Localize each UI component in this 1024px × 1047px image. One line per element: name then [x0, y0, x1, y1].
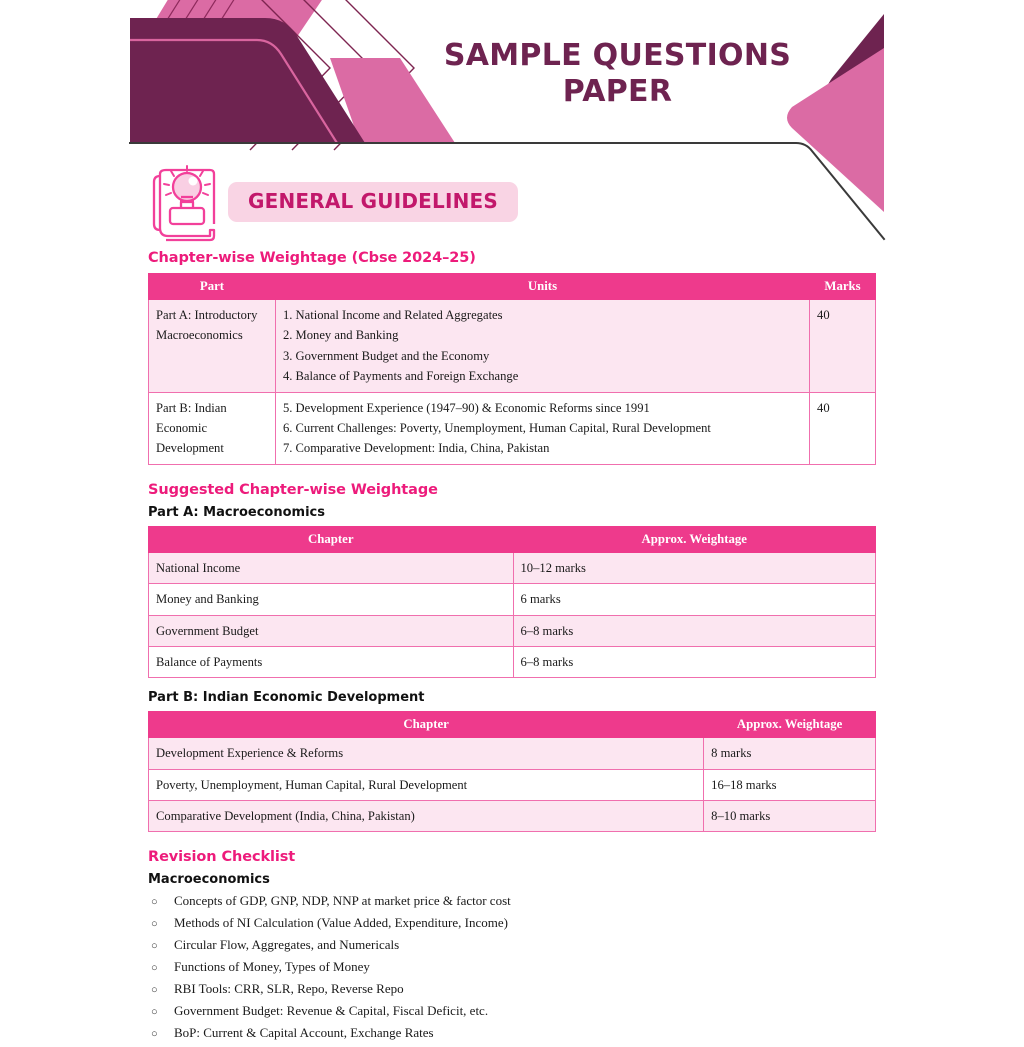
cell-units [275, 392, 809, 464]
page-title-line-2: PAPER [562, 74, 673, 109]
unit-item: 4. Balance of Payments and Foreign Exchange [282, 369, 519, 384]
cell-weightage: 6–8 marks [513, 646, 876, 677]
table-row [149, 801, 876, 832]
table-row [149, 769, 876, 800]
unit-item: 5. Development Experience (1947–90) & Economic Reforms since 1991 [282, 400, 650, 415]
table-row [149, 552, 876, 583]
cell-marks: 40 [810, 392, 876, 464]
list-item [148, 959, 876, 975]
chapterwise-weightage-table [148, 273, 876, 465]
unit-item: 6. Current Challenges: Poverty, Unemployment, Human Capital, Rural Development [282, 420, 711, 435]
general-guidelines-badge-row [148, 162, 518, 242]
table-row [149, 615, 876, 646]
suggested-weightage-heading: Suggested Chapter-wise Weightage [148, 481, 438, 498]
list-item-label: Methods of NI Calculation (Value Added, Expenditure, Income) [174, 915, 508, 931]
table-row [149, 300, 876, 393]
cell-units [275, 300, 809, 393]
list-item-label: BoP: Current & Capital Account, Exchange Rates [174, 1025, 434, 1041]
table-row [149, 738, 876, 769]
list-item [148, 937, 876, 953]
list-item [148, 915, 876, 931]
list-item [148, 893, 876, 909]
cell-weightage: 10–12 marks [513, 552, 876, 583]
unit-item: 3. Government Budget and the Economy [282, 348, 490, 363]
list-item [148, 1003, 876, 1019]
col-header-part: Part [149, 274, 276, 300]
cell-weightage: 16–18 marks [704, 769, 876, 800]
checkbox-icon: ○ [151, 918, 158, 931]
col-header-chapter: Chapter [149, 526, 514, 552]
part-a-subheading: Part A: Macroeconomics [148, 504, 325, 520]
cell-chapter: Money and Banking [149, 584, 514, 615]
cell-weightage: 8–10 marks [704, 801, 876, 832]
bulb-glyph [164, 166, 210, 201]
cell-chapter: National Income [149, 552, 514, 583]
page-title-line-1: SAMPLE QUESTIONS [443, 38, 792, 73]
list-item [148, 1025, 876, 1041]
cell-weightage: 6–8 marks [513, 615, 876, 646]
cell-chapter: Poverty, Unemployment, Human Capital, Rural Development [149, 769, 704, 800]
part-a-weightage-table [148, 526, 876, 679]
checkbox-icon: ○ [151, 1006, 158, 1019]
part-b-weightage-table [148, 711, 876, 832]
col-header-weightage: Approx. Weightage [513, 526, 876, 552]
lightbulb-scroll-icon [148, 162, 222, 242]
list-item-label: Functions of Money, Types of Money [174, 959, 370, 975]
table-row [149, 584, 876, 615]
cell-chapter: Government Budget [149, 615, 514, 646]
col-header-chapter: Chapter [149, 712, 704, 738]
cell-chapter: Balance of Payments [149, 646, 514, 677]
cell-weightage: 6 marks [513, 584, 876, 615]
table-row [149, 392, 876, 464]
unit-item: 7. Comparative Development: India, China, Pakistan [282, 441, 550, 456]
revision-checklist [148, 893, 876, 1041]
part-b-subheading: Part B: Indian Economic Development [148, 690, 425, 706]
checkbox-icon: ○ [151, 940, 158, 953]
dark-slab-decoration [130, 18, 365, 143]
general-guidelines-label: GENERAL GUIDELINES [228, 182, 518, 222]
list-item [148, 981, 876, 997]
list-item-label: RBI Tools: CRR, SLR, Repo, Reverse Repo [174, 981, 404, 997]
cell-part: Part B: Indian Economic Development [149, 392, 276, 464]
revision-checklist-heading: Revision Checklist [148, 849, 296, 866]
chapterwise-weightage-heading: Chapter-wise Weightage (Cbse 2024–25) [148, 250, 476, 266]
list-item-label: Concepts of GDP, GNP, NDP, NNP at market price & factor cost [174, 893, 511, 909]
table-header-row [149, 712, 876, 738]
table-header-row [149, 274, 876, 300]
col-header-weightage: Approx. Weightage [704, 712, 876, 738]
page-title [440, 38, 795, 110]
cell-marks: 40 [810, 300, 876, 393]
list-item-label: Government Budget: Revenue & Capital, Fiscal Deficit, etc. [174, 1003, 489, 1019]
checkbox-icon: ○ [151, 984, 158, 997]
list-item-label: Circular Flow, Aggregates, and Numericals [174, 937, 400, 953]
col-header-marks: Marks [810, 274, 876, 300]
checkbox-icon: ○ [151, 1028, 158, 1041]
cell-part: Part A: Introductory Macroeconomics [149, 300, 276, 393]
checkbox-icon: ○ [151, 896, 158, 909]
cell-chapter: Development Experience & Reforms [149, 738, 704, 769]
table-row [149, 646, 876, 677]
col-header-units: Units [275, 274, 809, 300]
macroeconomics-subheading: Macroeconomics [148, 872, 270, 888]
table-header-row [149, 526, 876, 552]
unit-item: 1. National Income and Related Aggregates [282, 308, 503, 322]
document-content [148, 250, 876, 1047]
page-header-banner [0, 0, 1024, 150]
cell-weightage: 8 marks [704, 738, 876, 769]
right-arrow-decoration [787, 14, 884, 212]
checkbox-icon: ○ [151, 962, 158, 975]
unit-item: 2. Money and Banking [282, 328, 399, 343]
cell-chapter: Comparative Development (India, China, Pakistan) [149, 801, 704, 832]
